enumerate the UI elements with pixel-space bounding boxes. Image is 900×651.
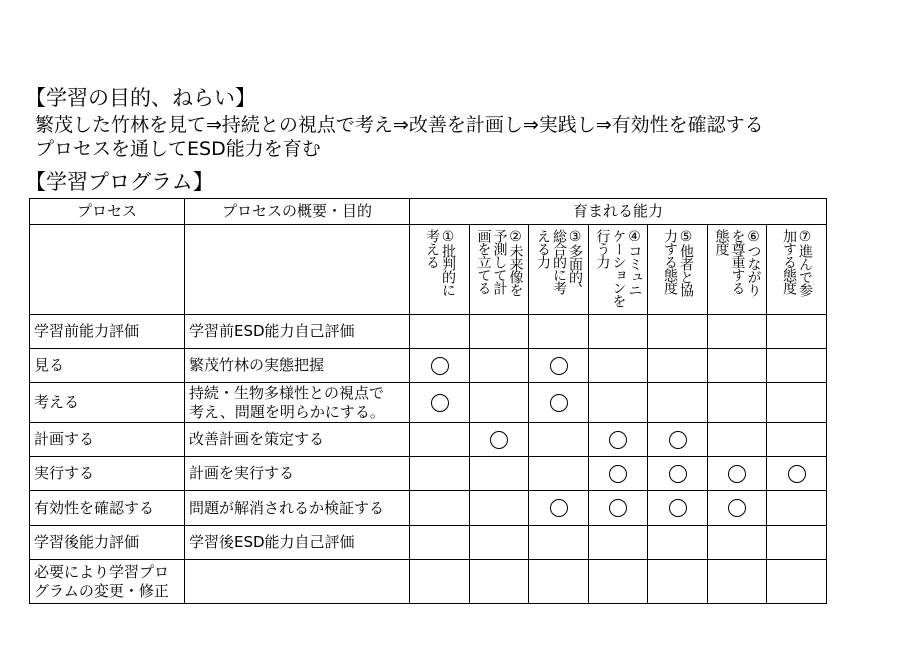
circle-mark-icon: [669, 431, 687, 449]
purpose-heading: 【学習の目的、ねらい】: [25, 86, 256, 110]
ability-header-text: 加する態度: [781, 229, 797, 294]
ability-header-text: ケーションを: [610, 229, 627, 307]
mark-cell: [410, 457, 470, 491]
mark-cell: [589, 423, 648, 457]
table-row: [30, 526, 827, 560]
mark-cell: [648, 560, 708, 604]
overview-cell: 改善計画を策定する: [185, 423, 410, 457]
mark-cell: [708, 383, 767, 423]
ability-header-text: ③多面的、: [567, 229, 583, 296]
circle-mark-icon: [669, 465, 687, 483]
table-row: [30, 383, 827, 423]
mark-cell: [648, 383, 708, 423]
ability-header-5: [648, 225, 708, 315]
ability-header-text: 力する態度: [662, 229, 678, 294]
mark-cell: [470, 526, 529, 560]
mark-cell: [410, 383, 470, 423]
circle-mark-icon: [728, 499, 746, 517]
header-abilities: 育まれる能力: [410, 199, 827, 225]
circle-mark-icon: [609, 499, 627, 517]
mark-cell: [529, 491, 589, 526]
purpose-line-1: 繁茂した竹林を見て⇒持続との視点で考え⇒改善を計画し⇒実践し⇒有効性を確認する: [35, 114, 764, 136]
process-cell: 計画する: [30, 423, 185, 457]
ability-header-3: [529, 225, 589, 315]
table-row: [30, 457, 827, 491]
mark-cell: [410, 315, 470, 349]
mark-cell: [648, 423, 708, 457]
mark-cell: [708, 491, 767, 526]
mark-cell: [470, 491, 529, 526]
header-process: プロセス: [30, 199, 185, 225]
circle-mark-icon: [669, 499, 687, 517]
table-row: [30, 315, 827, 349]
mark-cell: [529, 423, 589, 457]
mark-cell: [589, 349, 648, 383]
overview-cell: 問題が解消されるか検証する: [185, 491, 410, 526]
mark-cell: [410, 349, 470, 383]
header-spacer-overview: [185, 225, 410, 315]
process-cell: 有効性を確認する: [30, 491, 185, 526]
mark-cell: [529, 526, 589, 560]
circle-mark-icon: [788, 465, 806, 483]
ability-header-text: 総合的に考: [551, 229, 567, 294]
table-row: [30, 560, 827, 604]
mark-cell: [529, 560, 589, 604]
ability-header-text: ⑥つながり: [745, 229, 762, 296]
mark-cell: [648, 526, 708, 560]
mark-cell: [589, 315, 648, 349]
mark-cell: [648, 349, 708, 383]
circle-mark-icon: [728, 465, 746, 483]
mark-cell: [529, 315, 589, 349]
circle-mark-icon: [431, 394, 449, 412]
process-cell: 学習前能力評価: [30, 315, 185, 349]
mark-cell: [470, 457, 529, 491]
ability-header-text: 考える: [424, 229, 440, 268]
mark-cell: [589, 457, 648, 491]
mark-cell: [708, 560, 767, 604]
ability-header-text: 画を立てる: [475, 229, 492, 294]
header-spacer-process: [30, 225, 185, 315]
table-row: [30, 491, 827, 526]
mark-cell: [529, 457, 589, 491]
program-table: [29, 198, 827, 604]
table-row: [30, 423, 827, 457]
ability-header-text: を尊重する: [729, 229, 746, 294]
mark-cell: [767, 383, 827, 423]
ability-header-text: 予測して計: [491, 229, 508, 294]
purpose-line-2: プロセスを通してESD能力を育む: [35, 138, 321, 160]
mark-cell: [410, 491, 470, 526]
mark-cell: [589, 491, 648, 526]
overview-cell: [185, 560, 410, 604]
ability-header-text: ⑦進んで参: [797, 229, 813, 296]
ability-header-text: ②未来像を: [507, 229, 524, 296]
ability-header-text: ④コミュニ: [626, 229, 643, 296]
mark-cell: [410, 560, 470, 604]
ability-header-7: [767, 225, 827, 315]
circle-mark-icon: [431, 357, 449, 375]
overview-cell: 計画を実行する: [185, 457, 410, 491]
mark-cell: [589, 560, 648, 604]
mark-cell: [648, 315, 708, 349]
process-cell: 実行する: [30, 457, 185, 491]
mark-cell: [529, 383, 589, 423]
mark-cell: [470, 383, 529, 423]
circle-mark-icon: [609, 431, 627, 449]
circle-mark-icon: [550, 394, 568, 412]
mark-cell: [708, 457, 767, 491]
circle-mark-icon: [550, 499, 568, 517]
mark-cell: [470, 423, 529, 457]
ability-header-1: [410, 225, 470, 315]
header-overview: プロセスの概要・目的: [185, 199, 410, 225]
mark-cell: [767, 457, 827, 491]
process-cell: 学習後能力評価: [30, 526, 185, 560]
overview-cell: 学習後ESD能力自己評価: [185, 526, 410, 560]
process-cell: 考える: [30, 383, 185, 423]
mark-cell: [767, 349, 827, 383]
mark-cell: [589, 383, 648, 423]
mark-cell: [648, 491, 708, 526]
mark-cell: [767, 315, 827, 349]
ability-header-text: える力: [535, 229, 551, 268]
overview-cell: 学習前ESD能力自己評価: [185, 315, 410, 349]
ability-header-4: [589, 225, 648, 315]
mark-cell: [589, 526, 648, 560]
ability-header-6: [708, 225, 767, 315]
circle-mark-icon: [609, 465, 627, 483]
mark-cell: [470, 560, 529, 604]
ability-header-2: [470, 225, 529, 315]
process-cell: 必要により学習プロ グラムの変更・修正: [30, 560, 185, 604]
mark-cell: [410, 526, 470, 560]
overview-cell: 持続・生物多様性との視点で 考え、問題を明らかにする。: [185, 383, 410, 423]
mark-cell: [410, 423, 470, 457]
ability-header-text: 行う力: [594, 229, 611, 268]
mark-cell: [767, 560, 827, 604]
mark-cell: [470, 315, 529, 349]
circle-mark-icon: [550, 357, 568, 375]
ability-header-text: ⑤他者と協: [678, 229, 694, 296]
mark-cell: [767, 423, 827, 457]
mark-cell: [470, 349, 529, 383]
circle-mark-icon: [490, 431, 508, 449]
mark-cell: [708, 349, 767, 383]
mark-cell: [648, 457, 708, 491]
mark-cell: [708, 315, 767, 349]
ability-header-text: 態度: [713, 229, 730, 255]
mark-cell: [767, 491, 827, 526]
mark-cell: [529, 349, 589, 383]
ability-header-text: ①批判的に: [440, 229, 456, 296]
table-row: [30, 349, 827, 383]
program-heading: 【学習プログラム】: [25, 170, 214, 194]
mark-cell: [708, 526, 767, 560]
process-cell: 見る: [30, 349, 185, 383]
overview-cell: 繁茂竹林の実態把握: [185, 349, 410, 383]
mark-cell: [708, 423, 767, 457]
mark-cell: [767, 526, 827, 560]
